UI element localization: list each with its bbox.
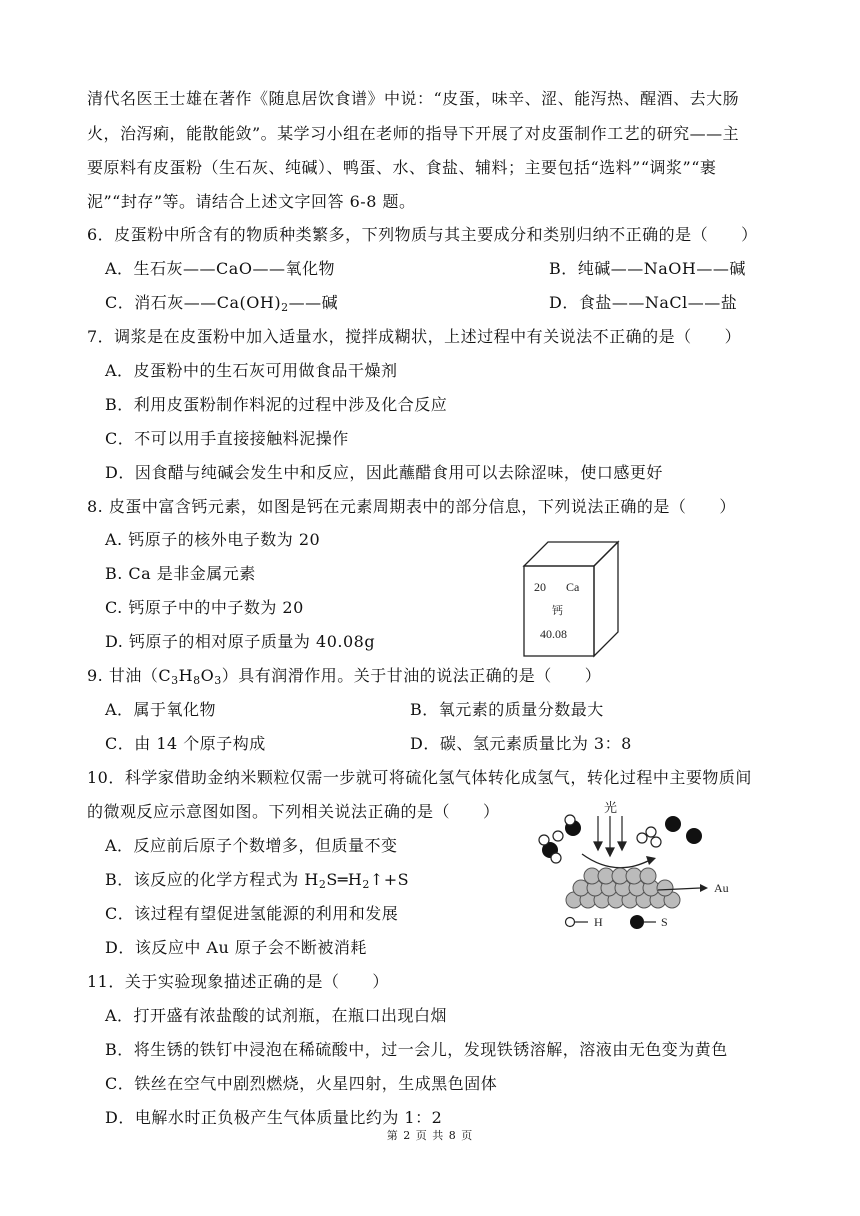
q11-option-d: D．电解水时正负极产生气体质量比约为 1：2 xyxy=(105,1108,443,1127)
reaction-arrowhead xyxy=(646,856,656,865)
element-symbol: Ca xyxy=(566,580,580,594)
au-particle-cluster xyxy=(566,868,680,908)
q10-option-a: A．反应前后原子个数增多，但质量不变 xyxy=(105,836,398,855)
intro-line-4: 泥”“封存”等。请结合上述文字回答 6-8 题。 xyxy=(87,192,416,211)
q8-option-b: B. Ca 是非金属元素 xyxy=(105,564,256,583)
q10-option-d: D．该反应中 Au 原子会不断被消耗 xyxy=(105,938,367,957)
legend-s-circle xyxy=(630,915,644,929)
q10-stem-line-1: 10．科学家借助金纳米颗粒仅需一步就可将硫化氢气体转化成氢气，转化过程中主要物质间 xyxy=(87,768,752,787)
q10-stem-line-2: 的微观反应示意图如图。下列相关说法正确的是（ ） xyxy=(87,802,500,821)
q7-option-d: D．因食醋与纯碱会发生中和反应，因此蘸醋食用可以去除涩味，使口感更好 xyxy=(105,463,663,482)
q9-option-d: D．碳、氢元素质量比为 3：8 xyxy=(410,734,632,753)
q8-option-d: D. 钙原子的相对原子质量为 40.08g xyxy=(105,632,376,651)
q9-stem: 9. 甘油$(C_3H_8O_3)$具有润滑作用。关于甘油的说法正确的是（ ） xyxy=(87,666,602,687)
legend-h-circle xyxy=(566,918,575,927)
q11-option-a: A．打开盛有浓盐酸的试剂瓶，在瓶口出现白烟 xyxy=(105,1006,448,1025)
q7-stem: 7．调浆是在皮蛋粉中加入适量水，搅拌成糊状，上述过程中有关说法不正确的是（ ） xyxy=(87,327,742,346)
reaction-arrow xyxy=(582,854,650,868)
q9-option-c: C．由 14 个原子构成 xyxy=(105,734,266,753)
intro-line-1: 清代名医王士雄在著作《随息居饮食谱》中说：“皮蛋，味辛、涩、能泻热、醒酒、去大肠 xyxy=(87,89,740,108)
q6-option-a: A．生石灰——CaO——氧化物 xyxy=(105,259,335,278)
legend-h-label: H xyxy=(594,915,603,929)
q10-option-b: B．该反应的化学方程式为 $H_2S═H_2↑+S$ xyxy=(105,870,410,891)
reaction-diagram xyxy=(530,798,750,933)
q7-option-b: B．利用皮蛋粉制作料泥的过程中涉及化合反应 xyxy=(105,395,448,414)
intro-line-3: 要原料有皮蛋粉（生石灰、纯碱）、鸭蛋、水、食盐、辅料；主要包括“选料”“调浆”“裹 xyxy=(87,158,717,177)
q6-option-c: C．消石灰$——Ca(OH)_2——$碱 xyxy=(105,293,339,314)
legend-s-label: S xyxy=(661,915,668,929)
h2s-molecules xyxy=(539,815,581,863)
au-label: Au xyxy=(714,881,729,895)
q7-option-a: A．皮蛋粉中的生石灰可用做食品干燥剂 xyxy=(105,361,398,380)
q9-option-a: A．属于氧化物 xyxy=(105,700,217,719)
q8-option-c: C. 钙原子中的中子数为 20 xyxy=(105,598,304,617)
light-arrows xyxy=(594,816,626,856)
intro-line-2: 火，治泻痢，能散能敛”。某学习小组在老师的指导下开展了对皮蛋制作工艺的研究——主 xyxy=(87,124,740,143)
q8-stem: 8. 皮蛋中富含钙元素，如图是钙在元素周期表中的部分信息，下列说法正确的是（ ） xyxy=(87,497,736,516)
atomic-number: 20 xyxy=(534,580,546,594)
q6-option-d: D．食盐——NaCl——盐 xyxy=(549,293,738,312)
product-molecules xyxy=(637,816,702,847)
q10-option-c: C．该过程有望促进氢能源的利用和发展 xyxy=(105,904,399,923)
q7-option-c: C．不可以用手直接接触料泥操作 xyxy=(105,429,349,448)
calcium-element-cell xyxy=(522,540,622,658)
element-name: 钙 xyxy=(552,604,563,617)
q11-option-b: B．将生锈的铁钉中浸泡在稀硫酸中，过一会儿，发现铁锈溶解，溶液由无色变为黄色 xyxy=(105,1040,728,1059)
q6-option-b: B．纯碱——NaOH——碱 xyxy=(549,259,746,278)
q11-option-c: C．铁丝在空气中剧烈燃烧，火星四射，生成黑色固体 xyxy=(105,1074,498,1093)
light-label: 光 xyxy=(604,801,618,816)
q8-option-a: A. 钙原子的核外电子数为 20 xyxy=(105,530,321,549)
q11-stem: 11．关于实验现象描述正确的是（ ） xyxy=(87,972,389,991)
au-pointer-arrowhead xyxy=(700,884,708,892)
q9-option-b: B．氧元素的质量分数最大 xyxy=(410,700,604,719)
atomic-mass: 40.08 xyxy=(540,627,567,641)
page-footer: 第 2 页 共 8 页 xyxy=(386,1129,474,1142)
q6-stem: 6．皮蛋粉中所含有的物质种类繁多，下列物质与其主要成分和类别归纳不正确的是（ ） xyxy=(87,225,758,244)
